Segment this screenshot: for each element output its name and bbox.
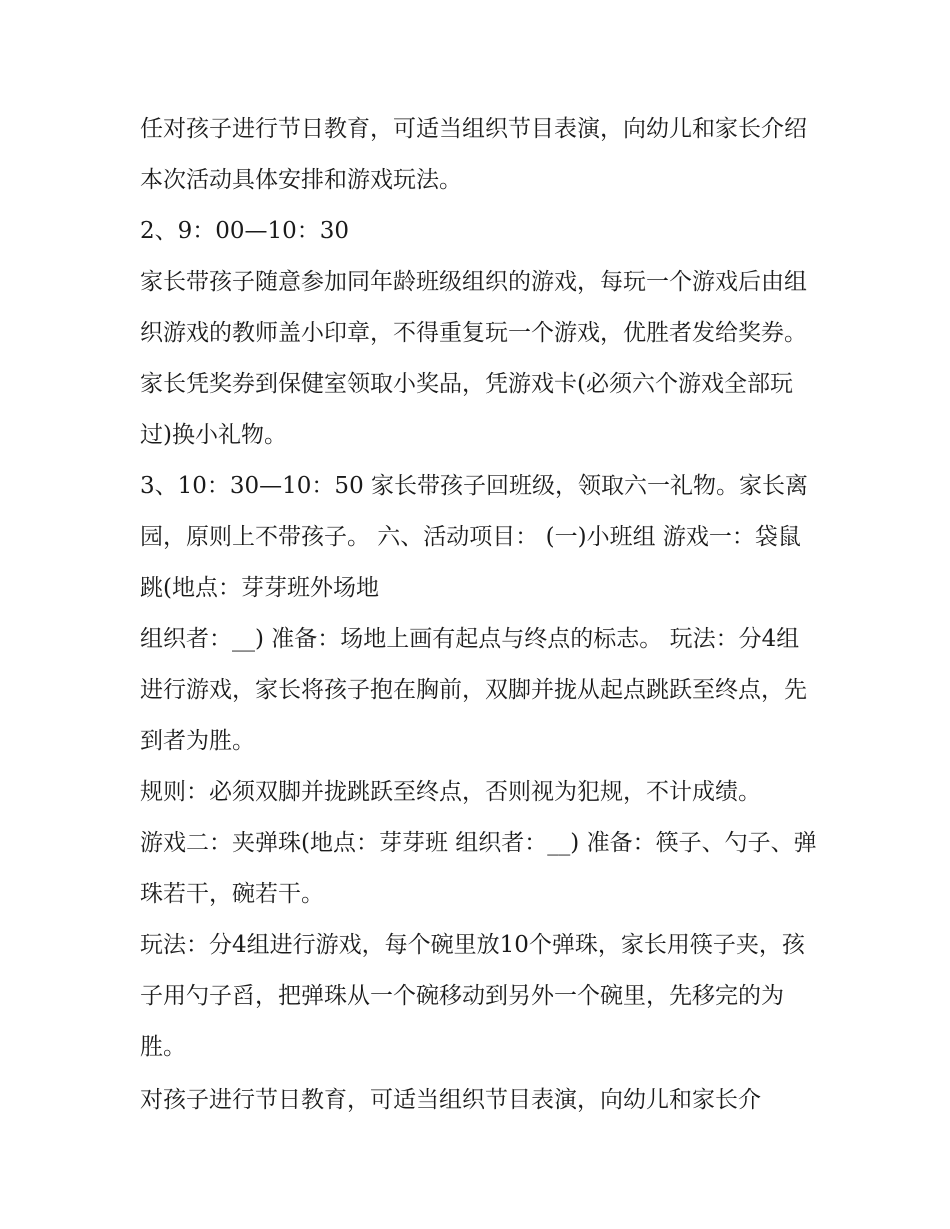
paragraph-games-description: 家长带孩子随意参加同年龄班级组织的游戏，每玩一个游戏后由组织游戏的教师盖小印章，不得重复玩一个游戏，优胜者发给奖券。家长凭奖券到保健室领取小奖品，凭游戏卡(必须六个游戏全部玩过)换小礼物。 — [140, 269, 807, 448]
paragraph-repeat-intro: 对孩子进行节日教育，可适当组织节目表演，向幼儿和家长介 — [140, 1087, 761, 1113]
paragraph-intro: 任对孩子进行节日教育，可适当组织节目表演，向幼儿和家长介绍本次活动具体安排和游戏玩法。 — [140, 116, 807, 193]
paragraph-game-1-rules: 规则：必须双脚并拢跳跃至终点，否则视为犯规，不计成绩。 — [140, 779, 761, 805]
paragraph-game-2-play: 玩法：分4组进行游戏，每个碗里放10个弹珠，家长用筷子夹，孩子用勺子舀，把弹珠从一个碗移动到另外一个碗里，先移完的为胜。 — [140, 932, 805, 1060]
paragraph-game-1-setup: 组织者：__) 准备：场地上画有起点与终点的标志。 玩法：分4组进行游戏，家长将孩子抱在胸前，双脚并拢从起点跳跃至终点，先到者为胜。 — [140, 626, 807, 754]
paragraph-schedule-3: 3、10：30—10：50 家长带孩子回班级，领取六一礼物。家长离园，原则上不带孩子。 六、活动项目： (一)小班组 游戏一：袋鼠跳(地点：芽芽班外场地 — [140, 473, 809, 601]
paragraph-schedule-2: 2、9：00—10：30 — [140, 218, 350, 244]
document-body — [140, 104, 820, 1126]
paragraph-game-2-setup: 游戏二：夹弹珠(地点：芽芽班 组织者：__) 准备：筷子、勺子、弹珠若干，碗若干。 — [140, 830, 817, 907]
